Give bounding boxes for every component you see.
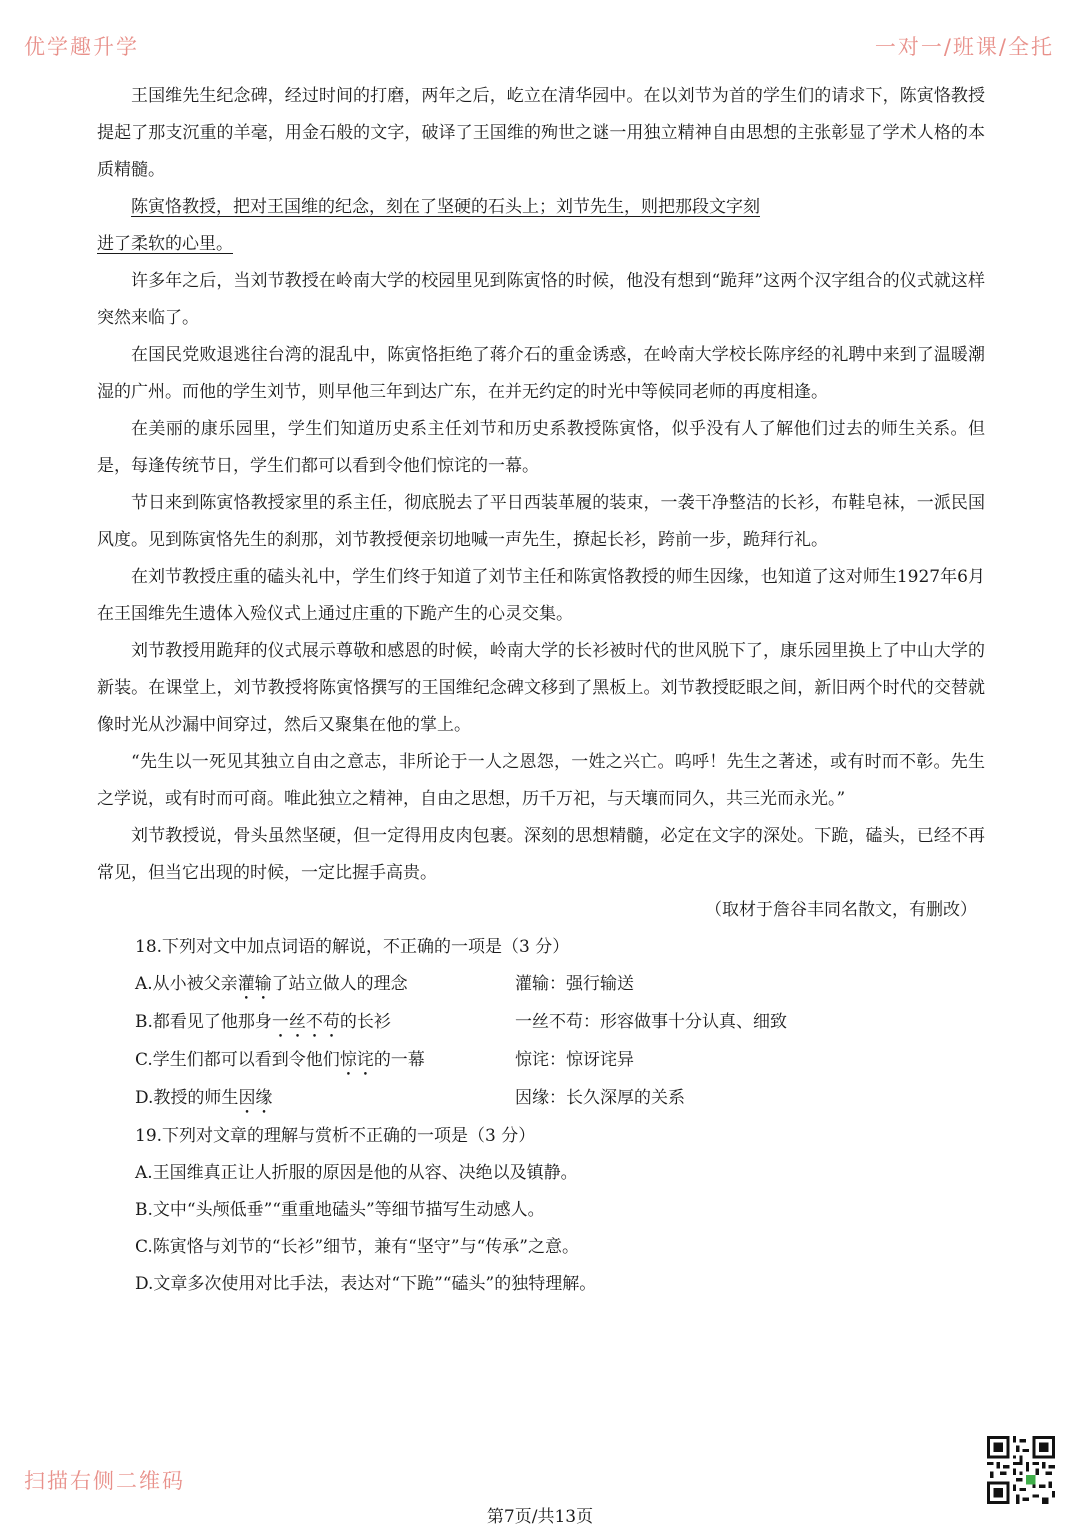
paragraph-2-continued: 进了柔软的心里。 (97, 234, 233, 254)
question-18-option-d: D.教授的师生因缘 因缘：长久深厚的关系 (135, 1088, 685, 1108)
qr-code-icon[interactable] (987, 1436, 1055, 1504)
question-18-option-b: B.都看见了他那身一丝不苟的长衫 一丝不苟：形容做事十分认真、细致 (135, 1012, 787, 1032)
paragraph-4: 在国民党败退逃往台湾的混乱中，陈寅恪拒绝了蒋介石的重金诱惑，在岭南大学校长陈序经的礼聘中来到了温暖潮湿的广州。而他的学生刘节，则早他三年到达广东，在并无约定的时光中等候同老师的再度相逢。 (97, 345, 985, 402)
question-18-stem: 18.下列对文中加点词语的解说，不正确的一项是（3 分） (135, 937, 570, 957)
question-19-stem: 19.下列对文章的理解与赏析不正确的一项是（3 分） (135, 1126, 536, 1146)
watermark-bottom-left: 扫描右侧二维码 (24, 1469, 185, 1493)
article-body (97, 78, 985, 1303)
question-18-option-a: A.从小被父亲灌输了站立做人的理念 灌输：强行输送 (135, 974, 634, 994)
question-19-option-d: D.文章多次使用对比手法，表达对“下跪”“磕头”的独特理解。 (135, 1274, 597, 1294)
paragraph-7: 在刘节教授庄重的磕头礼中，学生们终于知道了刘节主任和陈寅恪教授的师生因缘，也知道了这对师生1927年6月在王国维先生遗体入殓仪式上通过庄重的下跪产生的心灵交集。 (97, 567, 985, 624)
question-19-option-a: A.王国维真正让人折服的原因是他的从容、决绝以及镇静。 (135, 1163, 578, 1183)
paragraph-10: 刘节教授说，骨头虽然坚硬，但一定得用皮肉包裹。深刻的思想精髓，必定在文字的深处。下跪，磕头，已经不再常见，但当它出现的时候，一定比握手高贵。 (97, 826, 985, 883)
question-19-option-c: C.陈寅恪与刘节的“长衫”细节，兼有“坚守”与“传承”之意。 (135, 1237, 579, 1257)
watermark-top-left: 优学趣升学 (24, 35, 139, 59)
paragraph-quote: “先生以一死见其独立自由之意志，非所论于一人之恩怨，一姓之兴亡。呜呼！先生之著述，或有时而不彰。先生之学说，或有时而可商。唯此独立之精神，自由之思想，历千万祀，与天壤而同久，共三光而永光。” (97, 752, 985, 809)
paragraph-2-underlined: 陈寅恪教授，把对王国维的纪念，刻在了坚硬的石头上；刘节先生，则把那段文字刻 (131, 197, 760, 217)
paragraph-3: 许多年之后，当刘节教授在岭南大学的校园里见到陈寅恪的时候，他没有想到“跪拜”这两个汉字组合的仪式就这样突然来临了。 (97, 271, 985, 328)
source-citation: （取材于詹谷丰同名散文，有删改） (705, 900, 977, 920)
watermark-top-right: 一对一/班课/全托 (874, 35, 1054, 59)
paragraph-8: 刘节教授用跪拜的仪式展示尊敬和感恩的时候，岭南大学的长衫被时代的世风脱下了，康乐园里换上了中山大学的新装。在课堂上，刘节教授将陈寅恪撰写的王国维纪念碑文移到了黑板上。刘节教授眨眼之间，新旧两个时代的交替就像时光从沙漏中间穿过，然后又聚集在他的掌上。 (97, 641, 985, 735)
paragraph-1: 王国维先生纪念碑，经过时间的打磨，两年之后，屹立在清华园中。在以刘节为首的学生们的请求下，陈寅恪教授提起了那支沉重的羊毫，用金石般的文字，破译了王国维的殉世之谜一用独立精神自由思想的主张彰显了学术人格的本质精髓。 (97, 86, 985, 180)
paragraph-5: 在美丽的康乐园里，学生们知道历史系主任刘节和历史系教授陈寅恪，似乎没有人了解他们过去的师生关系。但是，每逢传统节日，学生们都可以看到令他们惊诧的一幕。 (97, 419, 985, 476)
page-number: 第7页/共13页 (486, 1507, 594, 1527)
question-18-option-c: C.学生们都可以看到令他们惊诧的一幕 惊诧：惊讶诧异 (135, 1050, 634, 1070)
question-19-option-b: B.文中“头颅低垂”“重重地磕头”等细节描写生动感人。 (135, 1200, 545, 1220)
paragraph-6: 节日来到陈寅恪教授家里的系主任，彻底脱去了平日西装革履的装束，一袭干净整洁的长衫，布鞋皂袜，一派民国风度。见到陈寅恪先生的刹那，刘节教授便亲切地喊一声先生，撩起长衫，跨前一步，跪拜行礼。 (97, 493, 985, 550)
